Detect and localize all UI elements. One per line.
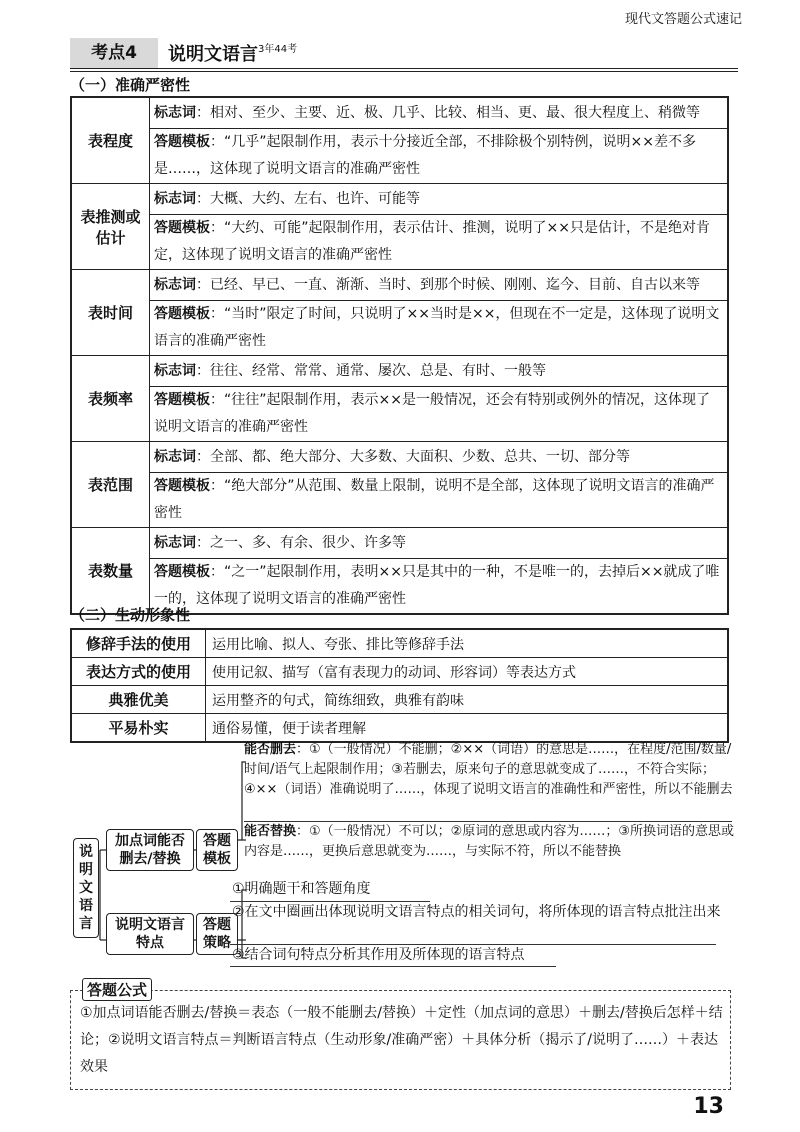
marker-words [150, 528, 729, 559]
page-number: 13 [693, 1094, 724, 1119]
title-name: 说明文语言 [168, 44, 258, 65]
section2-heading: （二）生动形象性 [70, 606, 191, 624]
replacement-rule [244, 822, 734, 862]
accuracy-row-marker [71, 97, 728, 129]
answer-template [150, 215, 729, 270]
vividness-text: 通俗易懂，便于读者理解 [206, 714, 729, 743]
formula-text: ①加点词语能否删去/替换＝表态（一般不能删去/替换）＋定性（加点词的意思）＋删去/替换后怎样＋结论；②说明文语言特点＝判断语言特点（生动形象/准确严密）＋具体分析（揭示了/说明了……）＋表达效果 [80, 1005, 723, 1075]
answer-template [150, 301, 729, 356]
accuracy-row-template [71, 387, 728, 442]
vividness-label: 典雅优美 [71, 686, 206, 714]
accuracy-category: 表范围 [71, 442, 150, 528]
book-title-header: 现代文答题公式速记 [624, 12, 742, 27]
branch-delete-replace: 加点词能否删去/替换 [106, 829, 194, 871]
marker-words [150, 442, 729, 473]
template-text: ：“当时”限定了时间，只说明了××当时是××，但现在不一定是，这体现了说明文语言的准确严密性 [154, 306, 720, 349]
vividness-label: 表达方式的使用 [71, 658, 206, 686]
vividness-label: 修辞手法的使用 [71, 629, 206, 658]
accuracy-category: 表推测或估计 [71, 184, 150, 270]
strategy-1: ①明确题干和答题角度 [232, 881, 371, 897]
section-title-bar [70, 38, 738, 70]
marker-text: ：大概、大约、左右、也许、可能等 [196, 191, 420, 207]
answer-template [150, 473, 729, 528]
template-text: ：“绝大部分”从范围、数量上限制，说明不是全部，这体现了说明文语言的准确严密性 [154, 478, 715, 521]
branch1-template: 答题模板 [196, 829, 238, 871]
marker-words [150, 356, 729, 387]
branch-language-features: 说明文语言特点 [106, 913, 194, 955]
accuracy-row-template [71, 473, 728, 528]
vividness-row [71, 658, 728, 686]
template-text: ：“往往”起限制作用，表示××是一般情况，还会有特别或例外的情况，这体现了说明文语言的准确严密性 [154, 392, 710, 435]
marker-text: ：已经、早已、一直、渐渐、当时、到那个时候、刚刚、迄今、目前、自古以来等 [196, 277, 700, 293]
accuracy-row-template [71, 301, 728, 356]
diagram-root: 说明文语言 [73, 838, 99, 938]
template-label: 答题模板 [154, 220, 210, 236]
marker-words [150, 270, 729, 301]
marker-label: 标志词 [154, 535, 196, 551]
vividness-table [70, 628, 729, 743]
accuracy-row-marker [71, 356, 728, 387]
formula-label: 答题公式 [82, 978, 152, 1001]
kaodian-badge: 考点4 [70, 38, 158, 68]
accuracy-row-marker [71, 528, 728, 559]
marker-label: 标志词 [154, 277, 196, 293]
deletion-rule [244, 740, 734, 800]
accuracy-table [70, 96, 729, 615]
rep-text: ：①（一般情况）不可以；②原词的意思或内容为……；③所换词语的意思或内容是……，更换后意思就变为……，与实际不符，所以不能替换 [244, 824, 734, 859]
section1-heading: （一）准确严密性 [70, 76, 191, 94]
accuracy-row-template [71, 129, 728, 184]
accuracy-category: 表程度 [71, 97, 150, 184]
template-label: 答题模板 [154, 392, 210, 408]
vividness-text: 使用记叙、描写（富有表现力的动词、形容词）等表达方式 [206, 658, 729, 686]
accuracy-row-marker [71, 184, 728, 215]
marker-words [150, 97, 729, 129]
template-label: 答题模板 [154, 306, 210, 322]
marker-words [150, 184, 729, 215]
template-label: 答题模板 [154, 478, 210, 494]
strategy-3: ③结合词句特点分析其作用及所体现的语言特点 [232, 947, 525, 963]
marker-label: 标志词 [154, 191, 196, 207]
vividness-row [71, 629, 728, 658]
strategy-2: ②在文中圈画出体现说明文语言特点的相关词句，将所体现的语言特点批注出来 [232, 904, 721, 920]
marker-text: ：往往、经常、常常、通常、屡次、总是、有时、一般等 [196, 363, 546, 379]
marker-text: ：全部、都、绝大部分、大多数、大面积、少数、总共、一切、部分等 [196, 449, 630, 465]
marker-label: 标志词 [154, 105, 196, 121]
accuracy-category: 表数量 [71, 528, 150, 615]
answer-template [150, 129, 729, 184]
accuracy-row-marker [71, 270, 728, 301]
template-text: ：“之一”起限制作用，表明××只是其中的一种，不是唯一的，去掉后××就成了唯一的，这体现了说明文语言的准确严密性 [154, 564, 720, 607]
del-text: ：①（一般情况）不能删；②××（词语）的意思是……，在程度/范围/数量/时间/语气上起限制作用；③若删去，原来句子的意思就变成了……，不符合实际；④××（词语）准确说明了……，体现了说明文语言的准确性和严密性，所以不能删去 [244, 742, 733, 797]
page-title [168, 40, 297, 66]
marker-label: 标志词 [154, 363, 196, 379]
vividness-row [71, 714, 728, 743]
vividness-text: 运用比喻、拟人、夸张、排比等修辞手法 [206, 629, 729, 658]
marker-text: ：之一、多、有余、很少、许多等 [196, 535, 406, 551]
vividness-text: 运用整齐的句式，简练细致，典雅有韵味 [206, 686, 729, 714]
accuracy-row-template [71, 215, 728, 270]
marker-text: ：相对、至少、主要、近、极、几乎、比较、相当、更、最、很大程度上、稍微等 [196, 105, 700, 121]
accuracy-row-marker [71, 442, 728, 473]
template-text: ：“几乎”起限制作用，表示十分接近全部，不排除极个别特例，说明××差不多是……，这体现了说明文语言的准确严密性 [154, 134, 696, 177]
template-label: 答题模板 [154, 564, 210, 580]
branch2-strategy: 答题策略 [196, 913, 238, 955]
accuracy-category: 表时间 [71, 270, 150, 356]
vividness-row [71, 686, 728, 714]
template-text: ：“大约、可能”起限制作用，表示估计、推测，说明了××只是估计，不是绝对肯定，这体现了说明文语言的准确严密性 [154, 220, 710, 263]
vividness-label: 平易朴实 [71, 714, 206, 743]
rep-label: 能否替换 [244, 824, 297, 839]
answer-template [150, 387, 729, 442]
answer-template [150, 559, 729, 615]
template-label: 答题模板 [154, 134, 210, 150]
accuracy-category: 表频率 [71, 356, 150, 442]
title-exam-count: 3年44考 [258, 44, 298, 55]
del-label: 能否删去 [244, 742, 297, 757]
marker-label: 标志词 [154, 449, 196, 465]
